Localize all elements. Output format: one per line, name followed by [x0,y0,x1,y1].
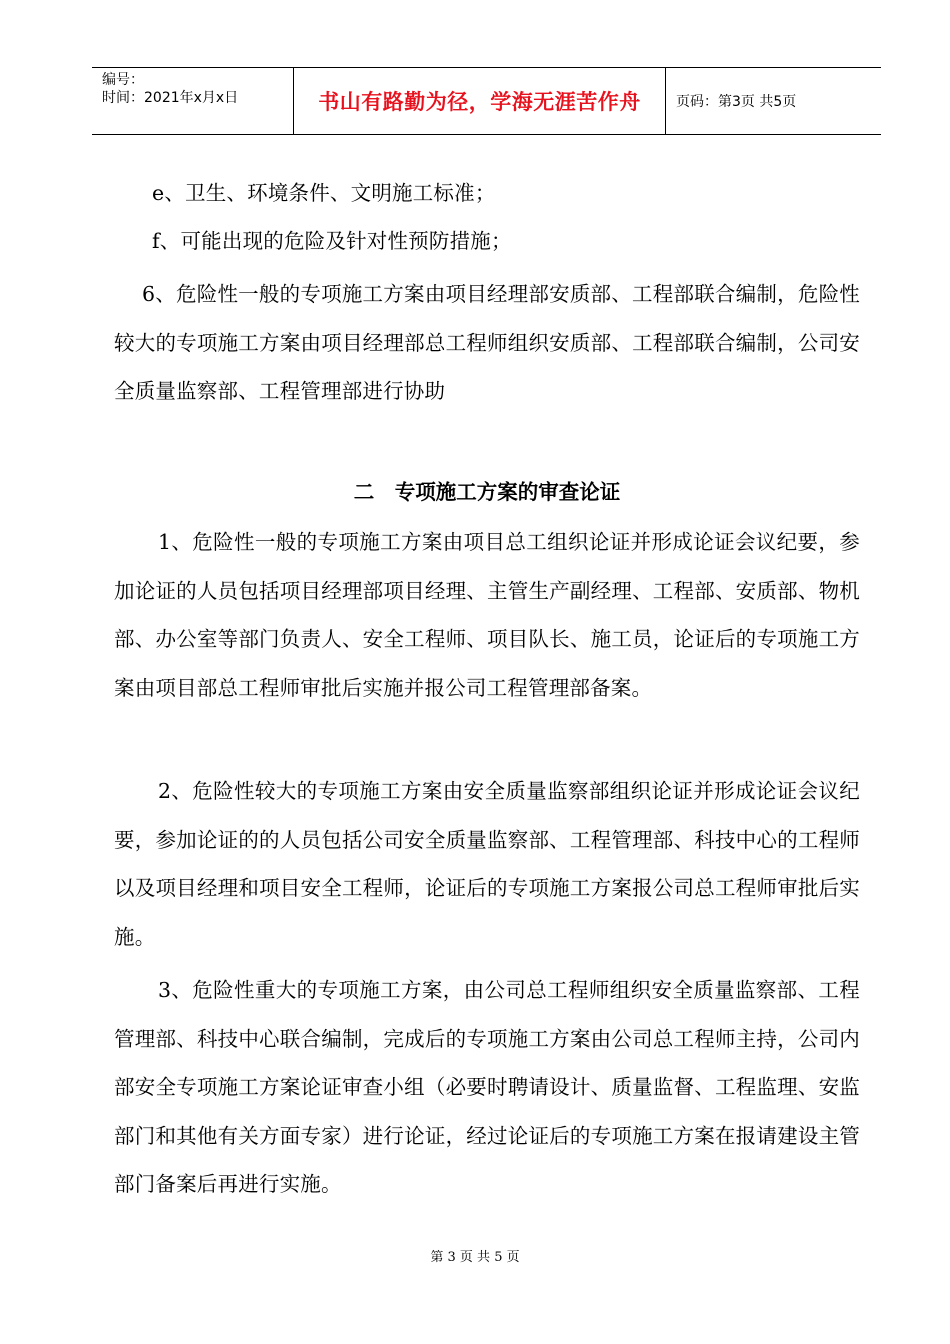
paragraph-2: 2、危险性较大的专项施工方案由安全质量监察部组织论证并形成论证会议纪要，参加论证的的人员包括公司安全质量监察部、工程管理部、科技中心的工程师以及项目经理和项目安全工程师，论证后的专项施工方案报公司总工程师审批后实施。 [114,779,860,949]
item-e: e、卫生、环境条件、文明施工标准； [152,181,496,205]
page-footer: 第 3 页 共 5 页 [430,1250,520,1265]
page-header [92,67,881,135]
paragraph-3: 3、危险性重大的专项施工方案，由公司总工程师组织安全质量监察部、工程管理部、科技中心联合编制，完成后的专项施工方案由公司总工程师主持，公司内部安全专项施工方案论证审查小组（必要时聘请设计、质量监督、工程监理、安监部门和其他有关方面专家）进行论证，经过论证后的专项施工方案在报请建设主管部门备案后再进行实施。 [114,978,860,1196]
header-page-info: 页码：第3页 共5页 [676,94,797,110]
paragraph-1: 1、危险性一般的专项施工方案由项目总工组织论证并形成论证会议纪要，参加论证的人员包括项目经理部项目经理、主管生产副经理、工程部、安质部、物机部、办公室等部门负责人、安全工程师、项目队长、施工员，论证后的专项施工方案由项目部总工程师审批后实施并报公司工程管理部备案。 [114,530,860,700]
header-motto: 书山有路勤为径，学海无涯苦作舟 [294,68,666,134]
section-heading: 二 专项施工方案的审查论证 [353,480,621,504]
item-f: f、可能出现的危险及针对性预防措施； [152,229,512,253]
header-meta [92,68,294,134]
item-6: 6、危险性一般的专项施工方案由项目经理部安质部、工程部联合编制，危险性较大的专项施工方案由项目经理部总工程师组织安质部、工程部联合编制，公司安全质量监察部、工程管理部进行协助 [114,282,860,403]
document-time: 时间：2021年x月x日 [102,90,239,106]
document-code-label: 编号： [102,72,144,88]
